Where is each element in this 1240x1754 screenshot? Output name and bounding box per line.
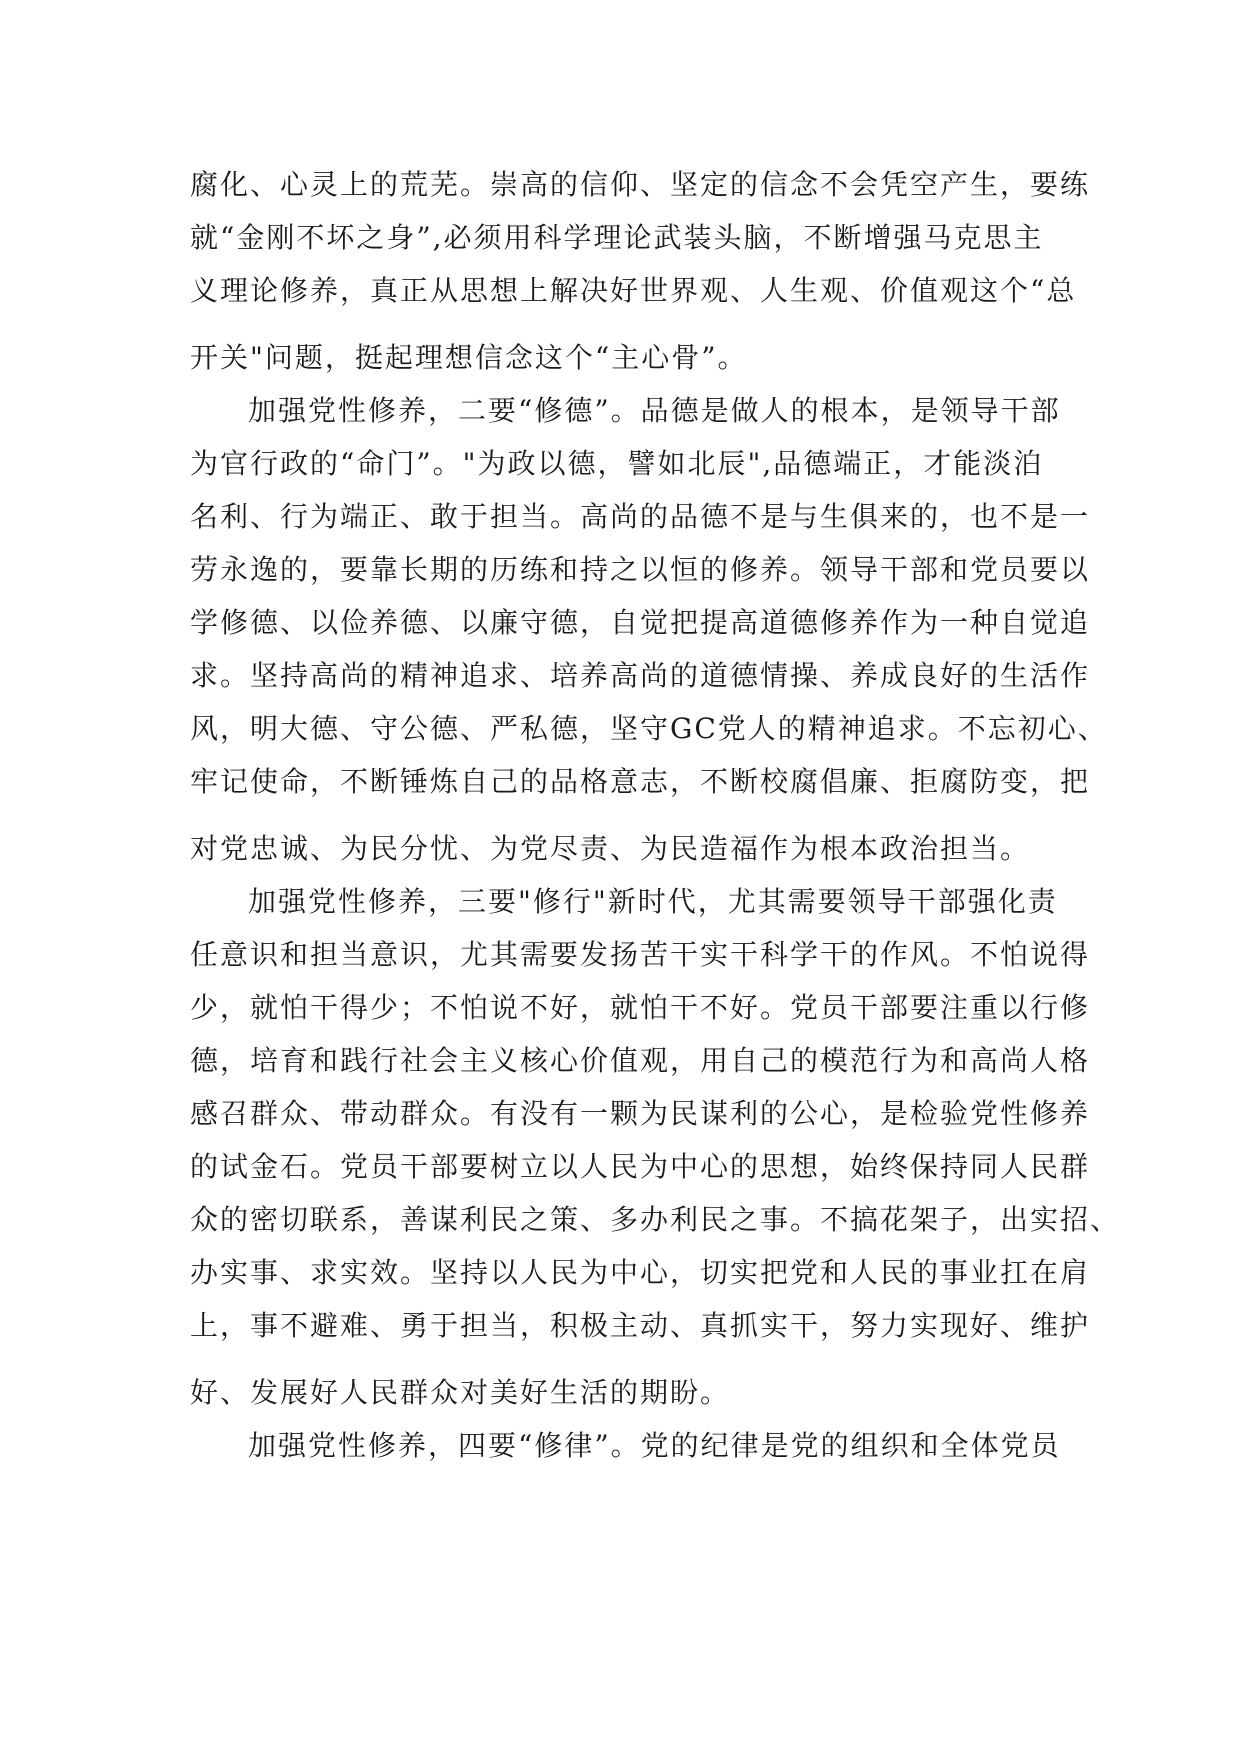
text-line: 好、发展好人民群众对美好生活的期盼。: [190, 1376, 731, 1409]
text-line: 众的密切联系，善谋利民之策、多办利民之事。不搞花架子，出实招、: [190, 1203, 1121, 1236]
text-line: 义理论修养，真正从思想上解决好世界观、人生观、价值观这个“总: [190, 274, 1077, 307]
text-line: 为官行政的“命门”。"为政以德，譬如北辰",品德端正，才能淡泊: [190, 447, 1044, 480]
text-line: 牢记使命，不断锤炼自己的品格意志，不断校腐倡廉、拒腐防变，把: [190, 765, 1091, 798]
text-line: 感召群众、带动群众。有没有一颗为民谋利的公心，是检验党性修养: [190, 1097, 1091, 1130]
paragraph-xiulv: [190, 1419, 1061, 1472]
text-line: 的试金石。党员干部要树立以人民为中心的思想，始终保持同人民群: [190, 1150, 1091, 1183]
text-line: 求。坚持高尚的精神追求、培养高尚的道德情操、养成良好的生活作: [190, 659, 1091, 692]
text-line: 就“金刚不坏之身”,必须用科学理论武装头脑，不断增强马克思主: [190, 221, 1044, 254]
text-line: 加强党性修养，二要“修德”。品德是做人的根本，是领导干部: [248, 394, 1061, 427]
paragraph-continuation: [190, 158, 1091, 384]
text-line: 任意识和担当意识，尤其需要发扬苦干实干科学干的作风。不怕说得: [190, 938, 1091, 971]
paragraph-xiude: [190, 384, 1108, 875]
document-body: [190, 158, 1121, 1472]
text-line: 加强党性修养，四要“修律”。党的纪律是党的组织和全体党员: [248, 1429, 1061, 1462]
paragraph-xiuxing: [190, 875, 1121, 1419]
text-line: 开关"问题，挺起理想信念这个“主心骨”。: [190, 341, 748, 374]
text-line: 风，明大德、守公德、严私德，坚守GC党人的精神追求。不忘初心、: [190, 712, 1108, 745]
text-line: 办实事、求实效。坚持以人民为中心，切实把党和人民的事业扛在肩: [190, 1256, 1091, 1289]
text-line: 学修德、以俭养德、以廉守德，自觉把提高道德修养作为一种自觉追: [190, 606, 1091, 639]
text-line: 腐化、心灵上的荒芜。崇高的信仰、坚定的信念不会凭空产生，要练: [190, 168, 1091, 201]
text-line: 加强党性修养，三要"修行"新时代，尤其需要领导干部强化责: [248, 885, 1058, 918]
text-line: 德，培育和践行社会主义核心价值观，用自己的模范行为和高尚人格: [190, 1044, 1091, 1077]
text-line: 对党忠诚、为民分忧、为党尽责、为民造福作为根本政治担当。: [190, 832, 1031, 865]
text-line: 上，事不避难、勇于担当，积极主动、真抓实干，努力实现好、维护: [190, 1309, 1091, 1342]
text-line: 劳永逸的，要靠长期的历练和持之以恒的修养。领导干部和党员要以: [190, 553, 1091, 586]
text-line: 名利、行为端正、敢于担当。高尚的品德不是与生俱来的，也不是一: [190, 500, 1091, 533]
text-line: 少，就怕干得少；不怕说不好，就怕干不好。党员干部要注重以行修: [190, 991, 1091, 1024]
